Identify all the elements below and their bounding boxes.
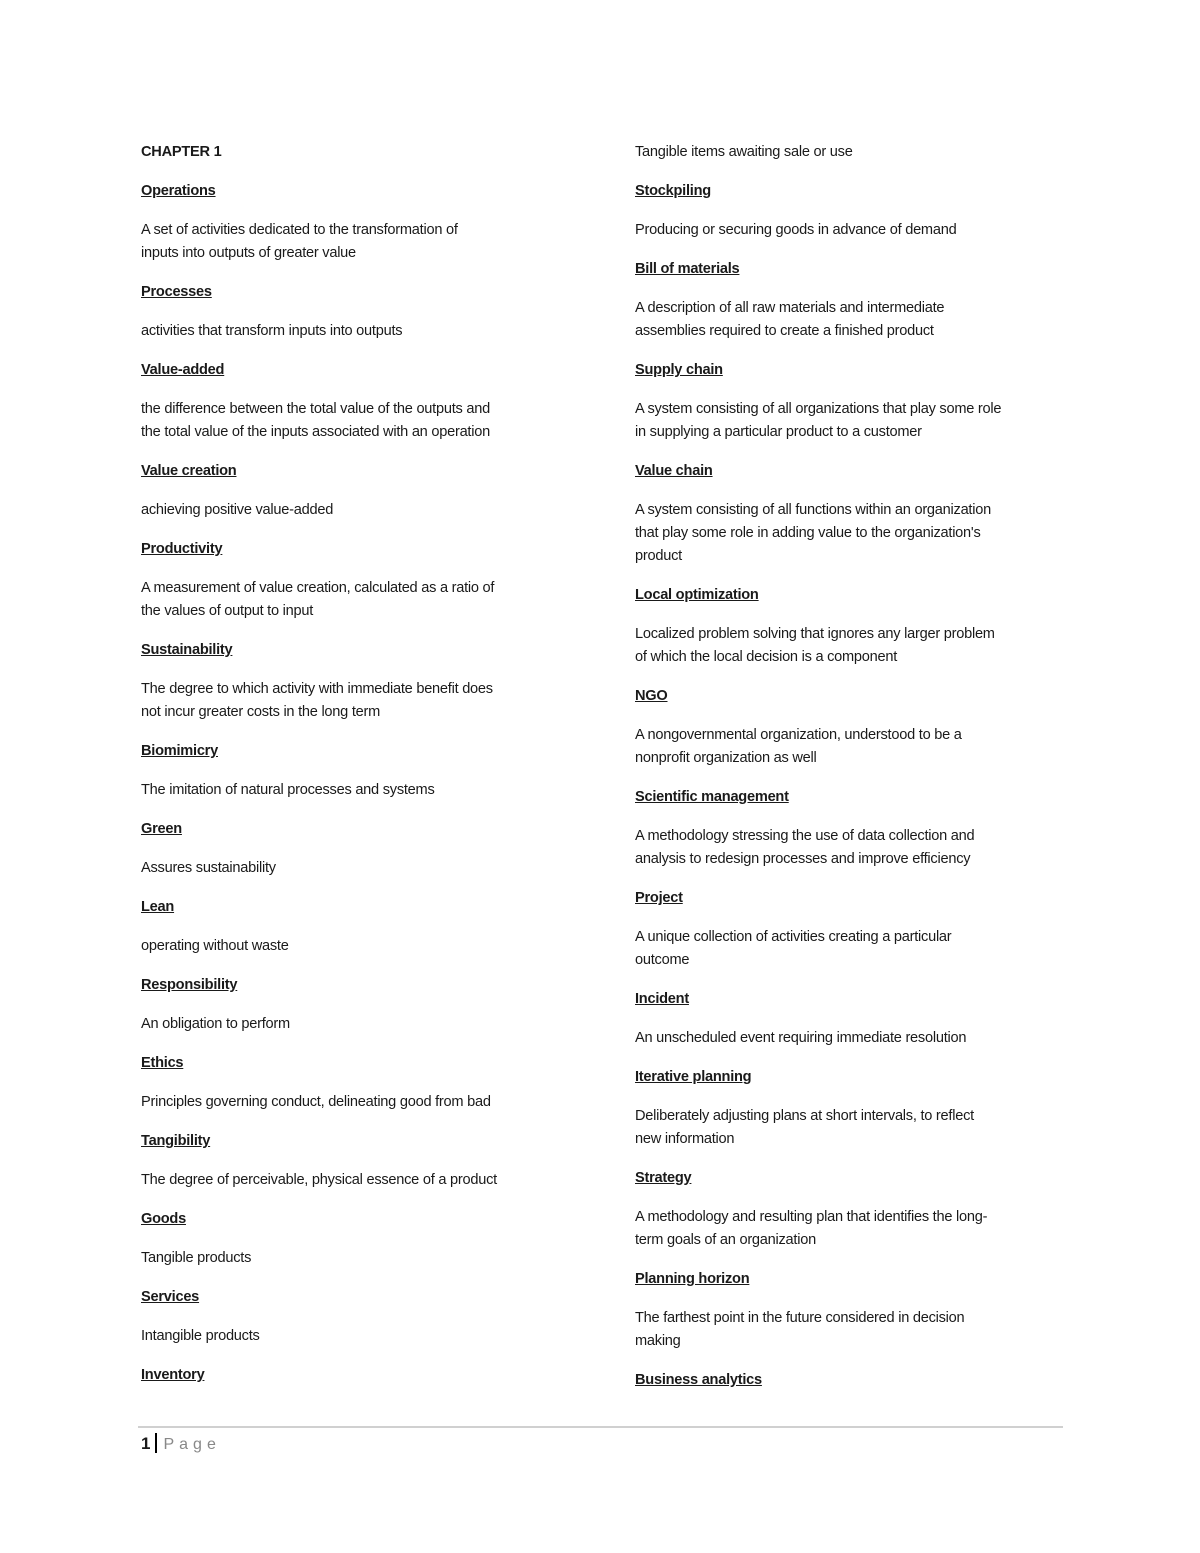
term-definition [635, 499, 1075, 568]
term-definition [635, 1105, 1075, 1151]
glossary-term [141, 281, 581, 304]
glossary-term [141, 538, 581, 561]
footer-divider [138, 1426, 1063, 1428]
glossary-term [141, 1208, 581, 1231]
text-line: Tangibility [141, 1133, 211, 1149]
text-line: Productivity [141, 541, 223, 557]
text-line: CHAPTER 1 [141, 144, 222, 160]
text-line: Tangible products [141, 1250, 252, 1266]
right-column [635, 141, 1075, 1408]
text-line: the total value of the inputs associated with an operation [141, 424, 490, 440]
text-line: Incident [635, 991, 689, 1007]
text-line: that play some role in adding value to the organization's [635, 525, 981, 541]
text-line: product [635, 548, 682, 564]
text-line: NGO [635, 688, 668, 704]
term-definition [635, 1206, 1075, 1252]
glossary-term [635, 786, 1075, 809]
text-line: Principles governing conduct, delineating good from bad [141, 1094, 491, 1110]
text-line: A unique collection of activities creating a particular [635, 929, 952, 945]
text-line: Assures sustainability [141, 860, 276, 876]
glossary-term [141, 974, 581, 997]
text-line: Local optimization [635, 587, 759, 603]
glossary-term [141, 1130, 581, 1153]
page-footer [141, 1432, 221, 1457]
glossary-term [635, 1167, 1075, 1190]
glossary-term [141, 460, 581, 483]
text-line: Planning horizon [635, 1271, 750, 1287]
text-line: The imitation of natural processes and systems [141, 782, 435, 798]
glossary-term [141, 1286, 581, 1309]
text-line: Ethics [141, 1055, 184, 1071]
term-definition [635, 926, 1075, 972]
text-line: the difference between the total value of the outputs and [141, 401, 490, 417]
text-line: The farthest point in the future considered in decision [635, 1310, 965, 1326]
text-line: The degree to which activity with immediate benefit does [141, 681, 493, 697]
term-definition [635, 1307, 1075, 1353]
term-definition [141, 1013, 581, 1036]
text-line: Project [635, 890, 683, 906]
text-line: activities that transform inputs into outputs [141, 323, 403, 339]
text-line: Responsibility [141, 977, 238, 993]
text-line: inputs into outputs of greater value [141, 245, 356, 261]
glossary-term [141, 359, 581, 382]
text-line: the values of output to input [141, 603, 314, 619]
text-line: Processes [141, 284, 212, 300]
term-definition [141, 398, 581, 444]
text-line: Operations [141, 183, 216, 199]
term-definition [141, 1325, 581, 1348]
glossary-term [635, 1066, 1075, 1089]
text-line: in supplying a particular product to a customer [635, 424, 922, 440]
text-line: Business analytics [635, 1372, 762, 1388]
term-definition [635, 623, 1075, 669]
footer-separator [155, 1433, 157, 1453]
glossary-term [141, 639, 581, 662]
text-line: Deliberately adjusting plans at short intervals, to reflect [635, 1108, 974, 1124]
glossary-term [635, 180, 1075, 203]
text-line: assemblies required to create a finished product [635, 323, 934, 339]
term-definition [141, 1247, 581, 1270]
glossary-term [635, 1369, 1075, 1392]
text-line: Scientific management [635, 789, 789, 805]
glossary-term [141, 1052, 581, 1075]
term-definition [141, 499, 581, 522]
term-definition [141, 779, 581, 802]
text-line: Goods [141, 1211, 186, 1227]
text-line: of which the local decision is a component [635, 649, 898, 665]
glossary-term [635, 887, 1075, 910]
text-line: Inventory [141, 1367, 205, 1383]
text-line: Lean [141, 899, 175, 915]
text-line: A system consisting of all functions within an organization [635, 502, 991, 518]
text-line: nonprofit organization as well [635, 750, 817, 766]
text-line: Supply chain [635, 362, 723, 378]
text-line: An obligation to perform [141, 1016, 290, 1032]
page-label: Page [163, 1436, 221, 1453]
text-line: The degree of perceivable, physical essence of a product [141, 1172, 497, 1188]
text-line: Producing or securing goods in advance of demand [635, 222, 957, 238]
glossary-term [635, 460, 1075, 483]
text-line: A methodology stressing the use of data collection and [635, 828, 975, 844]
text-line: Bill of materials [635, 261, 740, 277]
glossary-term [141, 1364, 581, 1387]
glossary-term [635, 258, 1075, 281]
text-line: operating without waste [141, 938, 289, 954]
glossary-term [141, 896, 581, 919]
text-line: An unscheduled event requiring immediate resolution [635, 1030, 967, 1046]
glossary-term [141, 180, 581, 203]
term-definition [141, 857, 581, 880]
text-line: achieving positive value-added [141, 502, 334, 518]
text-line: outcome [635, 952, 690, 968]
term-definition [635, 219, 1075, 242]
term-definition [141, 577, 581, 623]
text-line: Tangible items awaiting sale or use [635, 144, 853, 160]
text-line: Services [141, 1289, 200, 1305]
text-line: A measurement of value creation, calculated as a ratio of [141, 580, 495, 596]
glossary-term [141, 818, 581, 841]
text-line: Value creation [141, 463, 237, 479]
glossary-term [635, 1268, 1075, 1291]
text-line: making [635, 1333, 681, 1349]
glossary-term [635, 584, 1075, 607]
left-column [141, 141, 581, 1403]
term-definition [635, 398, 1075, 444]
text-line: Stockpiling [635, 183, 711, 199]
chapter-heading [141, 141, 581, 164]
text-line: not incur greater costs in the long term [141, 704, 381, 720]
glossary-term [635, 988, 1075, 1011]
term-definition [141, 935, 581, 958]
text-line: Biomimicry [141, 743, 218, 759]
term-definition [141, 1169, 581, 1192]
page-number: 1 [141, 1434, 151, 1453]
text-line: analysis to redesign processes and improve efficiency [635, 851, 971, 867]
text-line: Intangible products [141, 1328, 260, 1344]
text-line: A set of activities dedicated to the transformation of [141, 222, 458, 238]
text-line: A methodology and resulting plan that identifies the long- [635, 1209, 988, 1225]
text-line: Value chain [635, 463, 713, 479]
term-definition [141, 320, 581, 343]
term-definition [635, 297, 1075, 343]
term-definition [635, 1027, 1075, 1050]
term-definition [141, 1091, 581, 1114]
term-definition [141, 219, 581, 265]
text-line: Strategy [635, 1170, 692, 1186]
glossary-term [141, 740, 581, 763]
text-line: Value-added [141, 362, 225, 378]
term-definition [635, 825, 1075, 871]
text-line: Sustainability [141, 642, 233, 658]
term-definition [141, 678, 581, 724]
term-definition [635, 141, 1075, 164]
text-line: A system consisting of all organizations that play some role [635, 401, 1002, 417]
glossary-term [635, 685, 1075, 708]
text-line: Iterative planning [635, 1069, 752, 1085]
glossary-term [635, 359, 1075, 382]
text-line: A nongovernmental organization, understood to be a [635, 727, 962, 743]
text-line: Localized problem solving that ignores any larger problem [635, 626, 995, 642]
term-definition [635, 724, 1075, 770]
text-line: term goals of an organization [635, 1232, 816, 1248]
text-line: new information [635, 1131, 735, 1147]
text-line: Green [141, 821, 182, 837]
text-line: A description of all raw materials and intermediate [635, 300, 945, 316]
